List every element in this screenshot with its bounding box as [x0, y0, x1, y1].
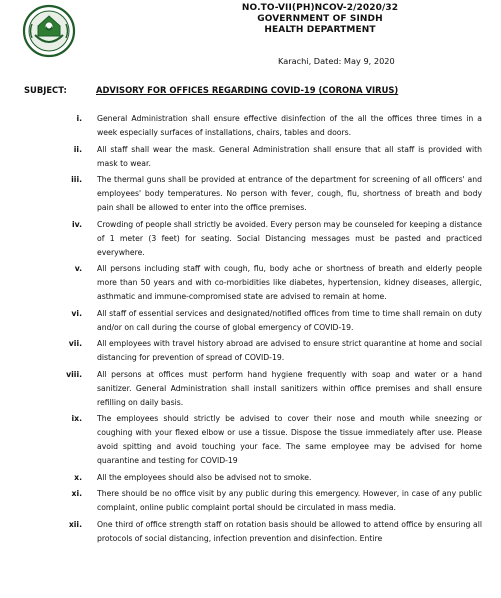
- document-header: [220, 3, 420, 36]
- item-number: xii.: [68, 519, 82, 529]
- date-line: Karachi, Dated: May 9, 2020: [278, 56, 395, 66]
- list-item: [0, 368, 501, 410]
- item-text: All the employees should also be advised not to smoke.: [97, 472, 312, 482]
- item-number: viii.: [66, 369, 82, 379]
- item-number: ii.: [73, 144, 82, 154]
- item-text: All staff of essential services and designated/notified offices from time to time shall remain on duty and/or on call during the course of global emergency of COVID-19.: [97, 308, 482, 332]
- subject-label: SUBJECT:: [24, 85, 67, 95]
- item-number: i.: [76, 114, 82, 123]
- advisory-list: [0, 112, 501, 548]
- list-item: [0, 143, 501, 171]
- list-item: [0, 518, 501, 546]
- item-text: All employees with travel history abroad are advised to ensure strict quarantine at home and social distancing for prevention of spread of COVID-19.: [97, 339, 482, 362]
- item-text: There should be no office visit by any public during this emergency. However, in case of any public complaint, online public complaint portal should be circulated in mass media.: [97, 489, 482, 512]
- item-number: x.: [74, 472, 82, 482]
- list-item: [0, 471, 501, 485]
- list-item: [0, 218, 501, 260]
- item-number: iv.: [72, 219, 82, 229]
- item-text: All staff shall wear the mask. General Administration shall ensure that all staff is provided with mask to wear.: [97, 144, 482, 168]
- item-number: iii.: [71, 175, 82, 184]
- item-number: xi.: [71, 489, 82, 498]
- list-item: [0, 173, 501, 215]
- list-item: [0, 337, 501, 365]
- government-name: GOVERNMENT OF SINDH: [257, 14, 383, 24]
- list-item: [0, 487, 501, 515]
- list-item: [0, 307, 501, 335]
- item-text: General Administration shall ensure effective disinfection of the all the offices three times in a week especially surfaces of installations, chairs, tables and doors.: [97, 114, 482, 137]
- item-text: Crowding of people shall strictly be avoided. Every person may be counseled for keeping a distance of 1 meter (3 feet) for seating. Social Distancing messages must be pasted and practiced everywhere.: [97, 219, 482, 257]
- government-emblem-logo: [22, 4, 76, 58]
- item-text: One third of office strength staff on rotation basis should be allowed to attend office by ensuring all protocols of social distancing, infection prevention and disinfection. Entire: [97, 519, 482, 543]
- list-item: [0, 412, 501, 468]
- department-name: HEALTH DEPARTMENT: [264, 25, 376, 35]
- item-number: vii.: [68, 339, 82, 348]
- item-number: v.: [74, 264, 82, 273]
- item-number: ix.: [71, 414, 82, 423]
- item-text: All persons including staff with cough, flu, body ache or shortness of breath and elderly people more than 50 years and with co-morbidities like diabetes, hypertension, kidney diseases, allergic, asthmatic and immune-compromised state are advised to remain at home.: [97, 264, 482, 301]
- reference-number: NO.TO-VII(PH)NCOV-2/2020/32: [241, 3, 399, 13]
- item-text: The employees should strictly be advised to cover their nose and mouth while sneezing or coughing with your flexed elbow or use a tissue. Dispose the tissue immediately after use. Please avoid spitting and avoid touching your face. The same employee may be advised for home quarantine and testing for COVID-19: [97, 414, 482, 465]
- item-text: The thermal guns shall be provided at entrance of the department for screening of all officers' and employees' body temperatures. No person with fever, cough, flu, shortness of breath and body pain shall be allowed to enter into the office premises.: [97, 175, 482, 212]
- item-number: vi.: [71, 308, 82, 318]
- list-item: [0, 262, 501, 304]
- subject-text: ADVISORY FOR OFFICES REGARDING COVID-19 (CORONA VIRUS): [96, 85, 399, 95]
- item-text: All persons at offices must perform hand hygiene frequently with soap and water or a hand sanitizer. General Administration shall install sanitizers within office premises and shall ensure refilling on daily basis.: [97, 369, 482, 407]
- list-item: [0, 112, 501, 140]
